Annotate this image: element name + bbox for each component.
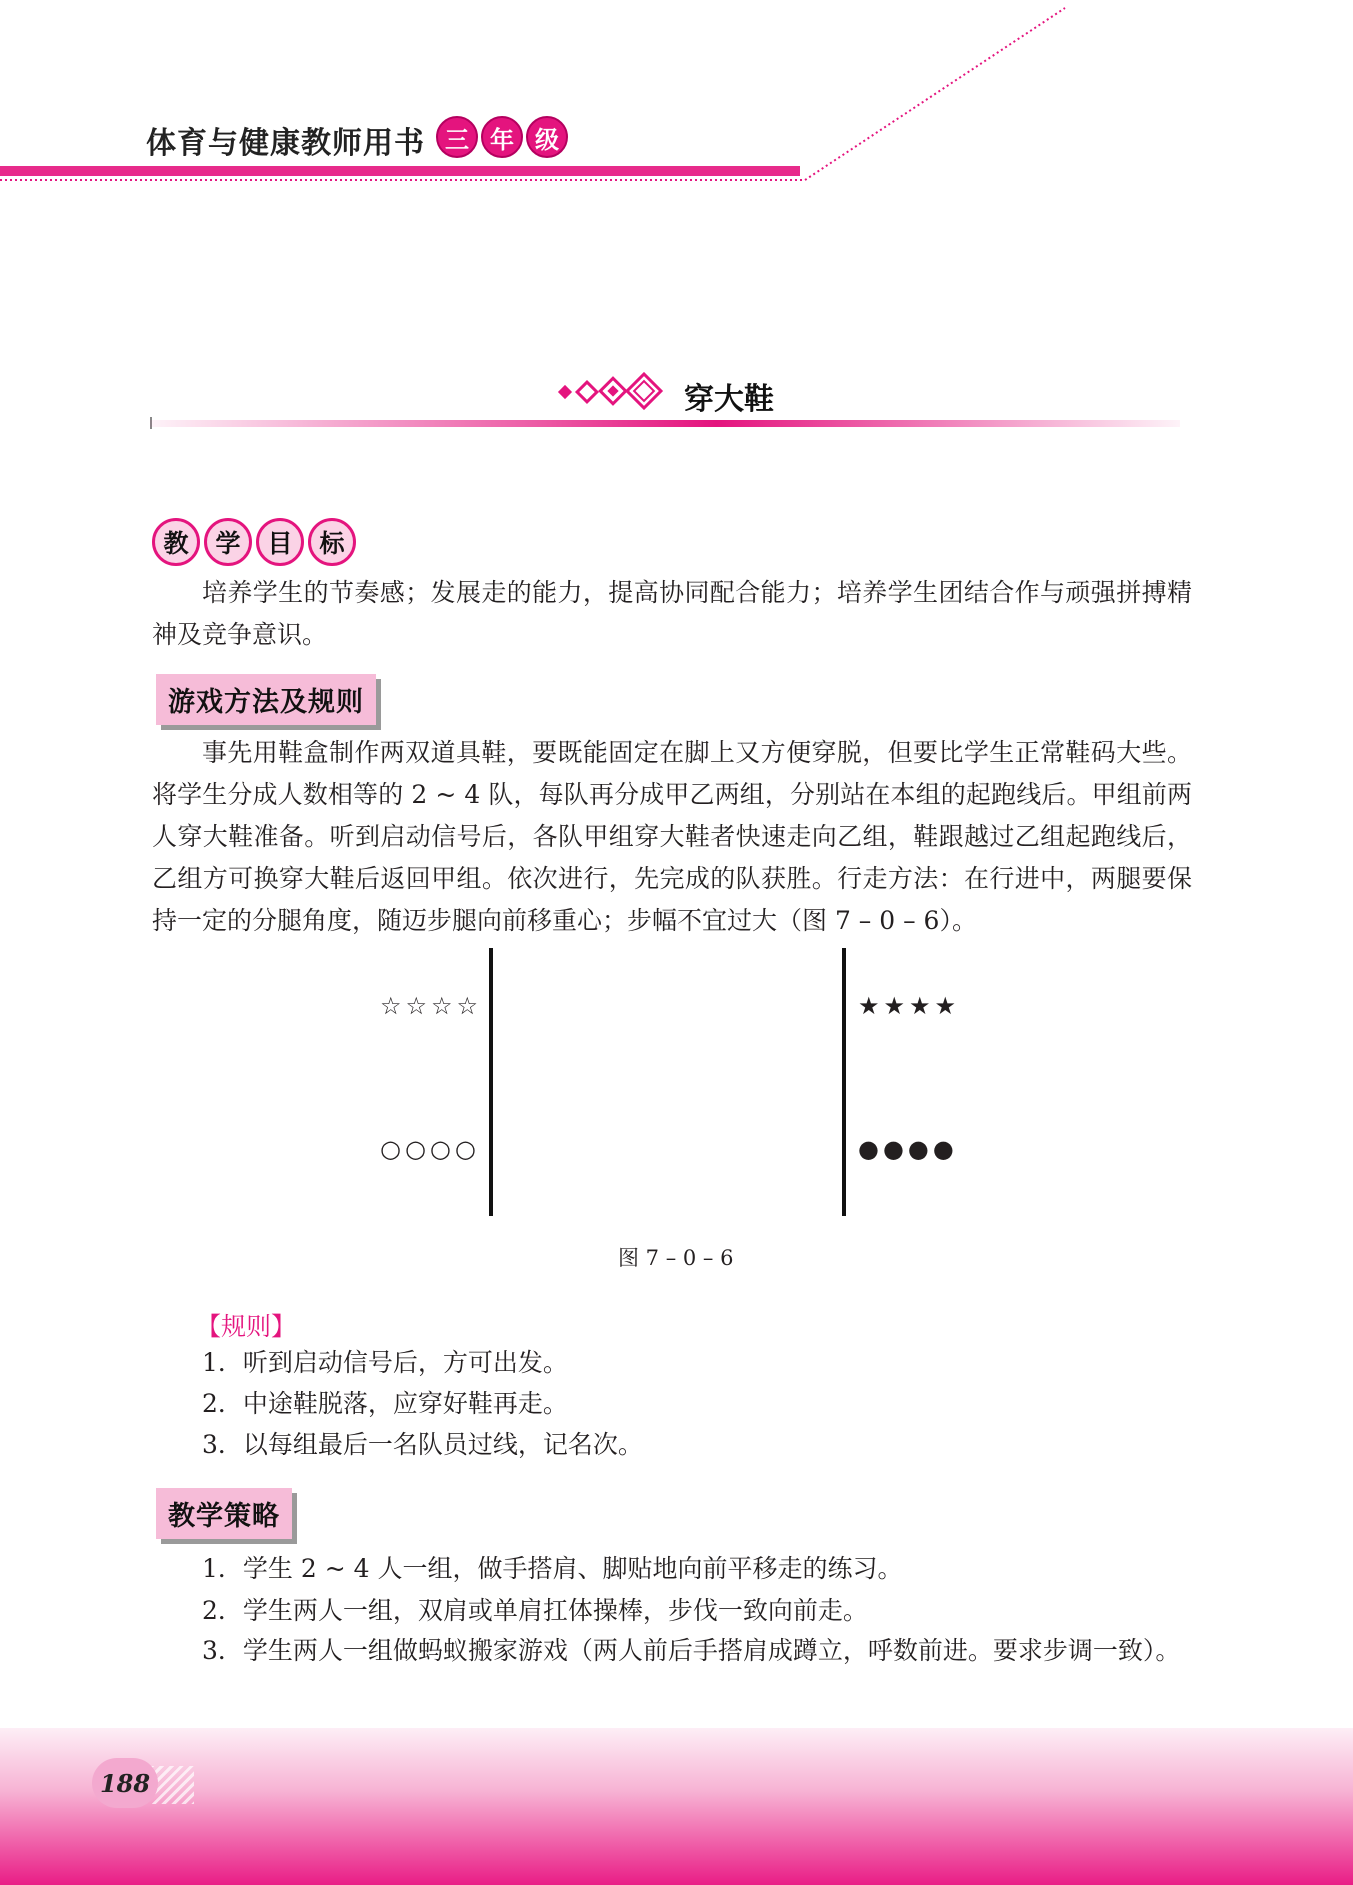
lesson-title: 穿大鞋 [684, 382, 774, 417]
heading-char: 学 [204, 518, 252, 566]
title-underline-bar [150, 420, 1180, 427]
team-a-hollow-circles: ○○○○ [380, 1135, 480, 1163]
rule-item: 2．中途鞋脱落，应穿好鞋再走。 [202, 1389, 568, 1418]
start-line-left [489, 948, 493, 1216]
rules-label: 【规则】 [196, 1312, 297, 1341]
team-a-hollow-stars: ☆☆☆☆ [380, 992, 483, 1020]
book-title: 体育与健康教师用书 [146, 126, 425, 161]
strategy-item: 3．学生两人一组做蚂蚁搬家游戏（两人前后手搭肩成蹲立，呼数前进。要求步调一致）。 [202, 1636, 1181, 1665]
grade-char: 年 [481, 116, 523, 158]
heading-char: 目 [256, 518, 304, 566]
method-text: 事先用鞋盒制作两双道具鞋，要既能固定在脚上又方便穿脱，但要比学生正常鞋码大些。将学生分成人数相等的 2 ~ 4 队，每队再分成甲乙两组，分别站在本组的起跑线后。甲组前两人穿大鞋准备。听到启动信号后，各队甲组穿大鞋者快速走向乙组，鞋跟越过乙组起跑线后，乙组方可换穿大鞋后返回甲组。依次进行，先完成的队获胜。行走方法：在行进中，两腿要保持一定的分腿角度，随迈步腿向前移重心；步幅不宜过大（图 7 – 0 – 6）。 [152, 738, 1192, 935]
start-line-right [842, 948, 846, 1216]
objectives-text: 培养学生的节奏感；发展走的能力，提高协同配合能力；培养学生团结合作与顽强拼搏精神及竞争意识。 [152, 578, 1192, 649]
figure-caption: 图 7 – 0 – 6 [618, 1246, 734, 1270]
strategy-item: 2．学生两人一组，双肩或单肩扛体操棒，步伐一致向前走。 [202, 1596, 868, 1625]
grade-char: 级 [526, 116, 568, 158]
heading-char: 教 [152, 518, 200, 566]
footer-band [0, 1728, 1353, 1885]
page-number: 188 [92, 1758, 158, 1808]
heading-char: 标 [308, 518, 356, 566]
rule-item: 3．以每组最后一名队员过线，记名次。 [202, 1430, 643, 1459]
team-b-solid-circles: ●●●● [858, 1135, 958, 1163]
strategy-heading: 教学策略 [156, 1488, 292, 1539]
grade-badge [436, 116, 568, 158]
method-heading: 游戏方法及规则 [156, 674, 376, 725]
strategy-item: 1．学生 2 ~ 4 人一组，做手搭肩、脚贴地向前平移走的练习。 [202, 1554, 903, 1583]
grade-char: 三 [436, 116, 478, 158]
header-decoration [0, 0, 1353, 200]
objectives-heading [152, 518, 356, 566]
team-b-solid-stars: ★★★★ [858, 992, 961, 1020]
rule-item: 1．听到启动信号后，方可出发。 [202, 1348, 568, 1377]
diamond-decoration-icon [556, 372, 666, 412]
